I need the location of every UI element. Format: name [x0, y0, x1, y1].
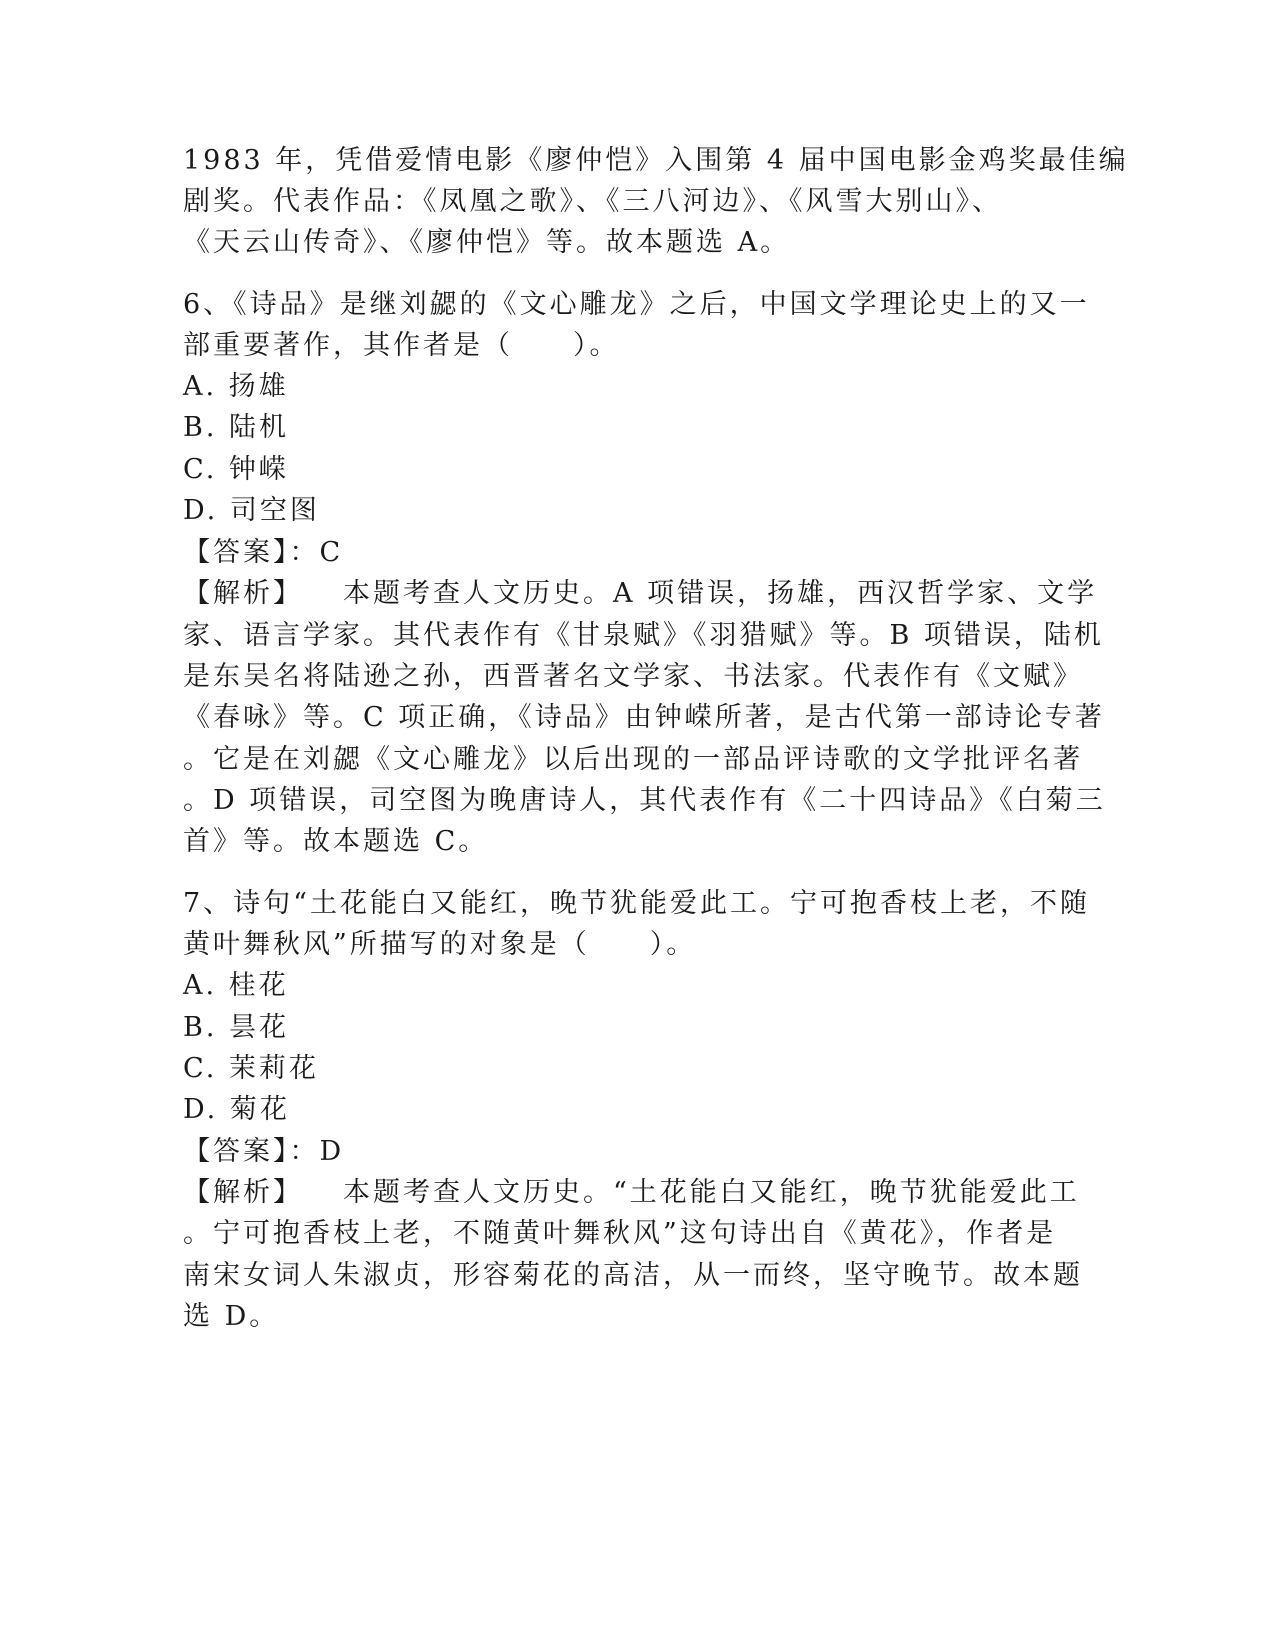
analysis-text: 本题考查人文历史。“土花能白又能红，晚节犹能爱此工: [343, 1177, 1080, 1208]
question-6-option-d: D. 司空图: [183, 495, 320, 526]
question-7-analysis-line: 南宋女词人朱淑贞，形容菊花的高洁，从一而终，坚守晚节。故本题: [183, 1260, 1083, 1291]
question-6-analysis-line: 《春咏》等。C 项正确，《诗品》由钟嵘所著，是古代第一部诗论专著: [183, 702, 1105, 733]
question-6-analysis-first-line: [183, 578, 1097, 610]
question-6-option-b: B. 陆机: [183, 412, 290, 443]
question-6-stem: 6、《诗品》是继刘勰的《文心雕龙》之后，中国文学理论史上的又一: [183, 289, 1090, 320]
question-7-answer: 【答案】：D: [183, 1136, 345, 1167]
question-6-analysis-line: 是东吴名将陆逊之孙，西晋著名文学家、书法家。代表作有《文赋》: [183, 661, 1083, 692]
question-6-analysis-line: 家、语言学家。其代表作有《甘泉赋》《羽猎赋》等。B 项错误，陆机: [183, 620, 1104, 651]
question-7-analysis-line: 。宁可抱香枝上老，不随黄叶舞秋风”这句诗出自《黄花》，作者是: [183, 1218, 1057, 1249]
question-6-option-c: C. 钟嵘: [183, 454, 289, 485]
question-7-option-b: B. 昙花: [183, 1012, 290, 1043]
intro-line: 1983 年，凭借爱情电影《廖仲恺》入围第 4 届中国电影金鸡奖最佳编: [183, 145, 1129, 176]
question-6-analysis-line: 。D 项错误，司空图为晚唐诗人，其代表作有《二十四诗品》《白菊三: [183, 785, 1106, 816]
question-6-option-a: A. 扬雄: [183, 371, 289, 402]
question-7-option-c: C. 茉莉花: [183, 1053, 319, 1084]
question-6-analysis-line: 。它是在刘勰《文心雕龙》以后出现的一部品评诗歌的文学批评名著: [183, 744, 1083, 775]
analysis-text: 本题考查人文历史。A 项错误，扬雄，西汉哲学家、文学: [343, 578, 1098, 609]
question-6-answer: 【答案】：C: [183, 537, 344, 568]
intro-line: 剧奖。代表作品：《凤凰之歌》、《三八河边》、《风雪大别山》、: [183, 186, 1002, 217]
question-7-option-d: D. 菊花: [183, 1094, 290, 1125]
intro-line: 《天云山传奇》、《廖仲恺》等。故本题选 A。: [183, 227, 791, 258]
question-6-analysis-line: 首》等。故本题选 C。: [183, 826, 489, 857]
question-7-analysis-first-line: [183, 1177, 1080, 1209]
question-7-stem: 7、诗句“土花能白又能红，晚节犹能爱此工。宁可抱香枝上老，不随: [183, 888, 1090, 919]
question-7-stem: 黄叶舞秋风”所描写的对象是（ ）。: [183, 929, 697, 960]
question-7-analysis-line: 选 D。: [183, 1301, 280, 1332]
analysis-label: 【解析】: [183, 1177, 303, 1208]
question-7-option-a: A. 桂花: [183, 970, 289, 1001]
question-6-stem: 部重要著作，其作者是（ ）。: [183, 330, 620, 361]
analysis-label: 【解析】: [183, 578, 303, 609]
